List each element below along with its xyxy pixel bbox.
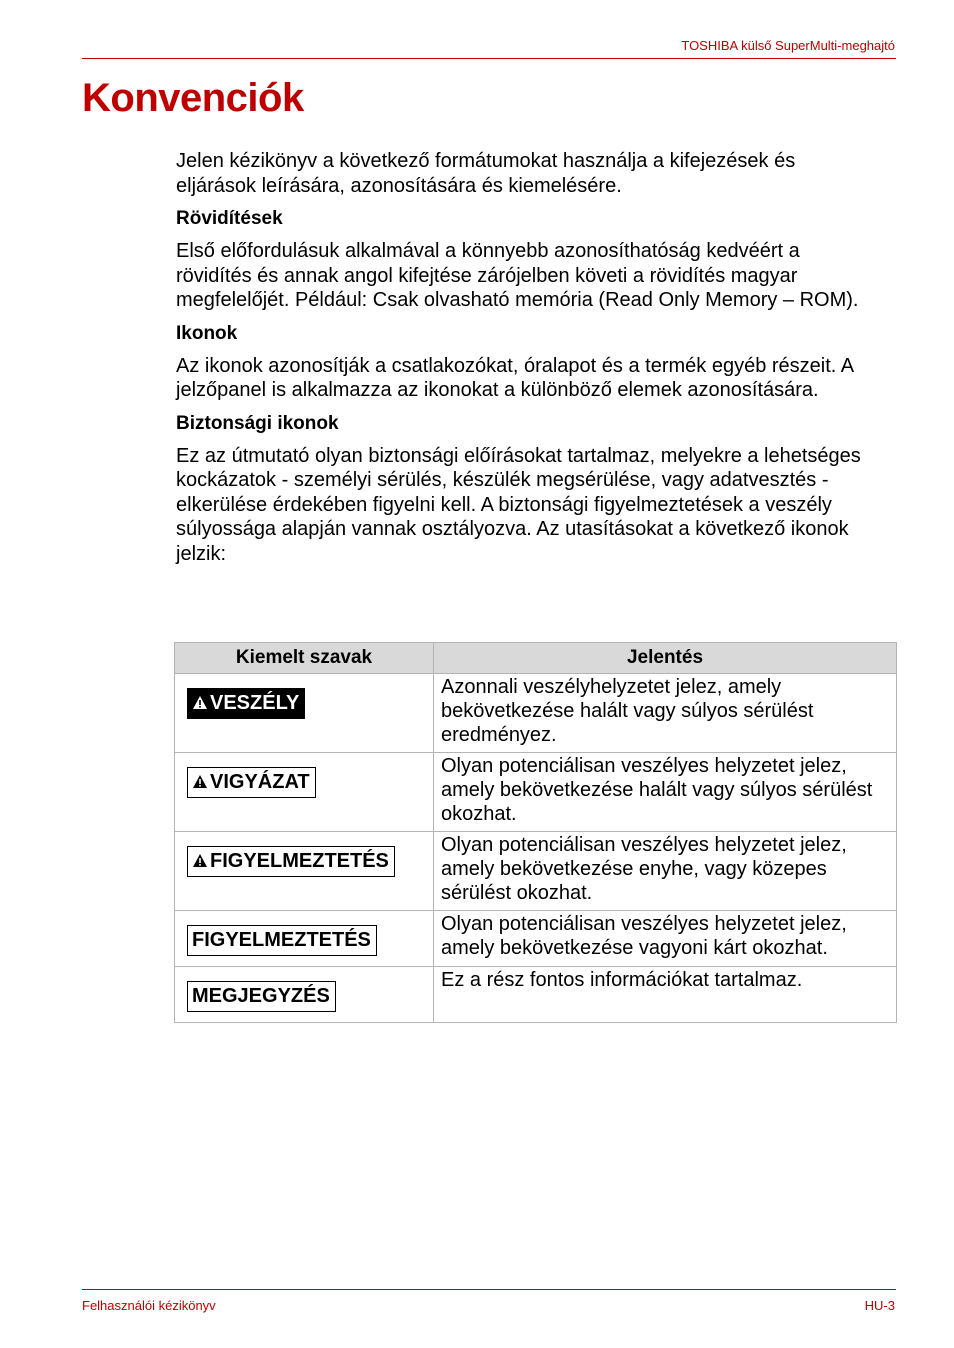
footer-rule xyxy=(82,1289,896,1290)
warning-triangle-icon xyxy=(192,774,208,789)
signal-words-table xyxy=(174,642,897,1023)
table-row xyxy=(175,911,897,967)
intro-paragraph: Jelen kézikönyv a következő formátumokat használja a kifejezések és eljárások leírására, azonosítására és kiemelésére. xyxy=(176,150,796,197)
header-meaning: Jelentés xyxy=(434,643,897,674)
property-warning-badge: FIGYELMEZTETÉS xyxy=(187,925,377,956)
running-header: TOSHIBA külső SuperMulti-meghajtó xyxy=(681,38,895,53)
table-row xyxy=(175,832,897,911)
page-title: Konvenciók xyxy=(82,76,304,120)
header-keyword: Kiemelt szavak xyxy=(175,643,434,674)
meaning-cell: Ez a rész fontos információkat tartalmaz. xyxy=(434,967,897,1023)
table-row xyxy=(175,967,897,1023)
abbrev-paragraph: Első előfordulásuk alkalmával a könnyebb azonosíthatóság kedvéért a rövidítés és annak angol kifejtése zárójelben követi a rövidítés magyar megfelelőjét. Például: Csak olvasható memória (Read Only Memory – ROM). xyxy=(176,240,859,311)
keyword-cell xyxy=(175,832,434,911)
meaning-cell: Olyan potenciálisan veszélyes helyzetet jelez, amely bekövetkezése halált vagy súlyos sérülést okozhat. xyxy=(434,753,897,832)
body-content xyxy=(176,149,876,575)
icons-heading: Ikonok xyxy=(176,322,238,344)
note-badge: MEGJEGYZÉS xyxy=(187,981,336,1012)
warning-triangle-icon xyxy=(192,853,208,868)
meaning-cell: Azonnali veszélyhelyzetet jelez, amely bekövetkezése halált vagy súlyos sérülést eredményez. xyxy=(434,674,897,753)
footer-manual-name: Felhasználói kézikönyv xyxy=(82,1298,216,1313)
warning-label: FIGYELMEZTETÉS xyxy=(210,850,389,872)
keyword-cell xyxy=(175,911,434,967)
table-row xyxy=(175,753,897,832)
page-number: HU-3 xyxy=(864,1298,895,1313)
keyword-cell xyxy=(175,967,434,1023)
keyword-cell xyxy=(175,674,434,753)
caution-badge xyxy=(187,767,316,798)
keyword-cell xyxy=(175,753,434,832)
header-rule xyxy=(82,58,896,59)
abbrev-heading: Rövidítések xyxy=(176,208,283,229)
meaning-cell: Olyan potenciálisan veszélyes helyzetet jelez, amely bekövetkezése vagyoni kárt okozhat. xyxy=(434,911,897,967)
warning-triangle-icon xyxy=(192,695,208,710)
meaning-cell: Olyan potenciálisan veszélyes helyzetet jelez, amely bekövetkezése enyhe, vagy közepes sérülést okozhat. xyxy=(434,832,897,911)
safety-heading: Biztonsági ikonok xyxy=(176,412,339,434)
danger-label: VESZÉLY xyxy=(210,692,300,714)
table-row xyxy=(175,674,897,753)
warning-badge xyxy=(187,846,395,877)
table-header-row xyxy=(175,643,897,674)
danger-badge xyxy=(187,688,305,719)
caution-label: VIGYÁZAT xyxy=(210,771,310,793)
icons-paragraph: Az ikonok azonosítják a csatlakozókat, óralapot és a termék egyéb részeit. A jelzőpanel is alkalmazza az ikonokat a különböző elemek azonosítására. xyxy=(176,354,854,401)
safety-paragraph: Ez az útmutató olyan biztonsági előírásokat tartalmaz, melyekre a lehetséges kockázatok - személyi sérülés, készülék megsérülése, vagy adatvesztés - elkerülése érdekében figyelni kell. A biztonsági figyelmeztetések a veszély súlyossága alapján vannak osztályozva. Az utasításokat a következő ikonok jelzik: xyxy=(176,444,861,565)
